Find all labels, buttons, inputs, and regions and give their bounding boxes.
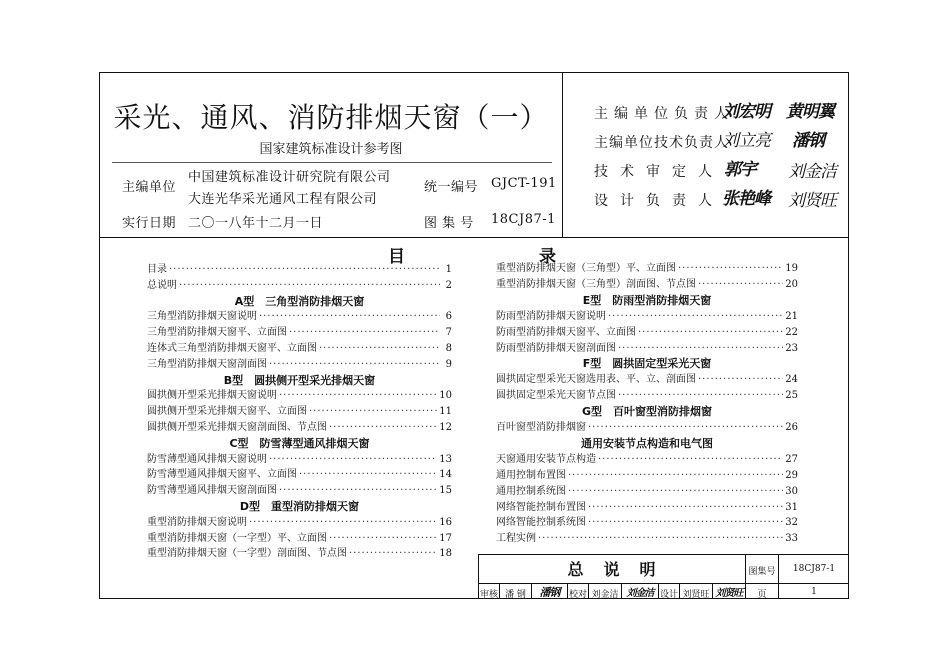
- toc-entry-title: 防雪薄型通风排烟天窗说明: [147, 454, 267, 465]
- toc-entry-title: 目录: [147, 264, 167, 275]
- toc-entry-title: 重型消防排烟天窗（一字型）剖面图、节点图: [147, 548, 347, 559]
- toc-entry[interactable]: [147, 263, 452, 277]
- toc-entry-title: 工程实例: [496, 533, 536, 544]
- toc-entry-title: 三角型消防排烟天窗剖面图: [147, 359, 267, 370]
- toc-entry[interactable]: [147, 421, 452, 435]
- toc-entry-title: 防雨型消防排烟天窗说明: [496, 311, 606, 322]
- toc-entry-page: 14: [439, 469, 452, 480]
- drawing-name: 总 说 明: [567, 560, 658, 579]
- signature-2b: 潘钢: [792, 131, 824, 151]
- toc-entry-page: 10: [439, 390, 452, 401]
- atlas-value: 18CJ87-1: [491, 212, 556, 227]
- toc-entry[interactable]: [496, 532, 798, 546]
- toc-section-heading: 通用安装节点构造和电气图: [581, 437, 713, 450]
- signature-2a: 刘立亮: [722, 131, 770, 151]
- date-value: 二〇一八年十二月一日: [188, 216, 324, 231]
- toc-leader-dots: [279, 389, 437, 403]
- toc-entry-page: 12: [439, 422, 452, 433]
- toc-entry-title: 重型消防排烟天窗（三角型）剖面图、节点图: [496, 279, 696, 290]
- toc-section-heading: B型 圆拱侧开型采光排烟天窗: [223, 374, 376, 387]
- tb-check-signature: 刘金洁: [626, 588, 654, 599]
- title-block-top-rule: [478, 554, 849, 555]
- toc-leader-dots: [279, 484, 437, 498]
- toc-leader-dots: [568, 469, 783, 483]
- toc-entry-title: 连体式三角型消防排烟天窗平、立面图: [147, 343, 317, 354]
- toc-leader-dots: [588, 501, 783, 515]
- atlas-subtitle: 国家建筑标准设计参考图: [259, 142, 403, 157]
- toc-entry[interactable]: [496, 469, 798, 483]
- toc-entry-page: 15: [439, 485, 452, 496]
- role-label-2: 主编单位技术负责人: [594, 135, 729, 151]
- signature-3a: 郭宇: [724, 160, 756, 180]
- tb-review-label: 审核: [479, 590, 498, 600]
- tb-check-name: 刘金洁: [591, 590, 619, 600]
- toc-leader-dots: [568, 485, 783, 499]
- toc-entry-page: 8: [445, 343, 452, 354]
- toc-entry-page: 24: [785, 374, 798, 385]
- editor-unit-2: 大连光华采光通风工程有限公司: [188, 192, 378, 207]
- tb-page-value: 1: [811, 587, 817, 597]
- tb-design-label: 设计: [659, 590, 678, 600]
- toc-entry-page: 27: [785, 454, 798, 465]
- toc-entry[interactable]: [147, 389, 452, 403]
- toc-entry-page: 18: [439, 548, 452, 559]
- date-label: 实行日期: [122, 216, 177, 231]
- toc-entry-title: 防雨型消防排烟天窗剖面图: [496, 343, 616, 354]
- toc-leader-dots: [249, 516, 437, 530]
- toc-leader-dots: [618, 342, 783, 356]
- toc-leader-dots: [598, 453, 783, 467]
- toc-entry-title: 通用控制布置图: [496, 470, 566, 481]
- toc-entry[interactable]: [147, 326, 452, 340]
- toc-entry[interactable]: [147, 405, 452, 419]
- role-label-4: 设计负责人: [594, 193, 724, 209]
- toc-entry-title: 圆拱侧开型采光排烟天窗说明: [147, 390, 277, 401]
- toc-entry[interactable]: [496, 485, 798, 499]
- toc-entry-title: 天窗通用安装节点构造: [496, 454, 596, 465]
- toc-leader-dots: [538, 532, 783, 546]
- toc-entry-title: 圆拱侧开型采光排烟天窗平、立面图: [147, 406, 307, 417]
- tb-design-signature: 刘贤旺: [715, 588, 743, 599]
- toc-entry[interactable]: [147, 453, 452, 467]
- toc-leader-dots: [329, 421, 437, 435]
- toc-entry-title: 三角型消防排烟天窗说明: [147, 311, 257, 322]
- toc-section-heading: C型 防雪薄型通风排烟天窗: [229, 437, 370, 450]
- toc-entry-page: 7: [445, 327, 452, 338]
- subtitle-rule: [112, 162, 552, 163]
- toc-section-heading: D型 重型消防排烟天窗: [239, 500, 360, 513]
- tb-check-label: 校对: [568, 590, 587, 600]
- toc-entry-title: 重型消防排烟天窗说明: [147, 517, 247, 528]
- toc-entry-title: 重型消防排烟天窗（三角型）平、立面图: [496, 263, 676, 274]
- toc-leader-dots: [329, 532, 437, 546]
- toc-entry-page: 13: [439, 454, 452, 465]
- toc-title-a: 目: [388, 247, 410, 267]
- toc-entry[interactable]: [147, 532, 452, 546]
- toc-entry-page: 21: [785, 311, 798, 322]
- toc-leader-dots: [169, 263, 440, 277]
- toc-section-heading: F型 圆拱固定型采光天窗: [582, 357, 712, 370]
- toc-leader-dots: [588, 516, 783, 530]
- toc-title-b: 录: [538, 247, 560, 267]
- toc-entry-page: 20: [785, 279, 798, 290]
- toc-entry[interactable]: [147, 279, 452, 293]
- toc-entry-page: 31: [785, 502, 798, 513]
- tb-page-label: 页: [757, 590, 767, 600]
- tb-design-name: 刘贤旺: [682, 590, 710, 600]
- atlas-title: 采光、通风、消防排烟天窗（一）: [113, 101, 549, 134]
- toc-entry[interactable]: [496, 421, 798, 435]
- toc-leader-dots: [678, 262, 783, 276]
- role-label-1: 主编单位负责人: [594, 106, 734, 122]
- tb-review-name: 潘 钢: [505, 590, 526, 600]
- toc-leader-dots: [289, 326, 440, 340]
- signature-1b: 黄明翼: [786, 102, 834, 122]
- toc-entry[interactable]: [147, 516, 452, 530]
- role-label-3: 技术审定人: [594, 164, 724, 180]
- signature-4a: 张艳峰: [722, 189, 770, 209]
- signature-1a: 刘宏明: [722, 102, 770, 122]
- toc-entry-page: 16: [439, 517, 452, 528]
- toc-leader-dots: [319, 342, 440, 356]
- toc-leader-dots: [608, 310, 783, 324]
- toc-entry-title: 圆拱固定型采光天窗节点图: [496, 390, 616, 401]
- toc-entry-title: 防雪薄型通风排烟天窗平、立面图: [147, 469, 297, 480]
- toc-entry-title: 总说明: [147, 280, 177, 291]
- atlas-label: 图 集 号: [424, 216, 474, 231]
- number-value: GJCT-191: [491, 176, 557, 191]
- toc-leader-dots: [588, 421, 783, 435]
- toc-leader-dots: [299, 468, 437, 482]
- toc-entry[interactable]: [147, 547, 452, 561]
- toc-entry-title: 通用控制系统图: [496, 486, 566, 497]
- toc-entry-page: 17: [439, 533, 452, 544]
- toc-leader-dots: [179, 279, 440, 293]
- toc-leader-dots: [698, 373, 783, 387]
- toc-entry[interactable]: [496, 516, 798, 530]
- editor-label: 主编单位: [122, 180, 177, 195]
- toc-entry-title: 百叶窗型消防排烟窗: [496, 422, 586, 433]
- toc-entry-page: 32: [785, 517, 798, 528]
- toc-entry[interactable]: [147, 358, 452, 372]
- toc-entry-title: 圆拱侧开型采光排烟天窗剖面图、节点图: [147, 422, 327, 433]
- tb-atlas-value: 18CJ87-1: [792, 564, 836, 574]
- signature-3b: 刘金洁: [788, 162, 836, 182]
- toc-entry-page: 19: [785, 263, 798, 274]
- toc-entry[interactable]: [147, 484, 452, 498]
- header-bottom-rule: [100, 237, 848, 238]
- toc-entry[interactable]: [496, 342, 798, 356]
- toc-leader-dots: [309, 405, 437, 419]
- number-label: 统一编号: [424, 180, 479, 195]
- toc-entry[interactable]: [147, 310, 452, 324]
- toc-entry-page: 29: [785, 470, 798, 481]
- toc-entry[interactable]: [496, 310, 798, 324]
- toc-section-heading: E型 防雨型消防排烟天窗: [582, 294, 712, 307]
- tb-atlas-label: 图集号: [748, 567, 776, 577]
- toc-leader-dots: [618, 389, 783, 403]
- toc-leader-dots: [259, 310, 440, 324]
- toc-section-heading: A型 三角型消防排烟天窗: [234, 295, 365, 308]
- toc-entry[interactable]: [496, 326, 798, 340]
- toc-entry-title: 网络智能控制布置图: [496, 502, 586, 513]
- toc-entry-title: 网络智能控制系统图: [496, 517, 586, 528]
- editor-unit-1: 中国建筑标准设计研究院有限公司: [188, 170, 391, 185]
- signature-4b: 刘贤旺: [788, 191, 836, 211]
- toc-entry-page: 25: [785, 390, 798, 401]
- toc-entry-title: 防雨型消防排烟天窗平、立面图: [496, 327, 636, 338]
- toc-leader-dots: [269, 453, 437, 467]
- toc-entry-page: 30: [785, 486, 798, 497]
- toc-entry-page: 6: [445, 311, 452, 322]
- toc-entry-title: 重型消防排烟天窗（一字型）平、立面图: [147, 533, 327, 544]
- toc-entry[interactable]: [147, 342, 452, 356]
- toc-entry-page: 23: [785, 343, 798, 354]
- toc-entry[interactable]: [496, 373, 798, 387]
- toc-entry-page: 33: [785, 533, 798, 544]
- toc-entry-page: 22: [785, 327, 798, 338]
- toc-entry[interactable]: [496, 389, 798, 403]
- toc-entry-page: 1: [445, 264, 452, 275]
- toc-entry[interactable]: [147, 468, 452, 482]
- toc-leader-dots: [638, 326, 783, 340]
- toc-entry[interactable]: [496, 262, 798, 276]
- toc-entry-title: 三角型消防排烟天窗平、立面图: [147, 327, 287, 338]
- toc-entry[interactable]: [496, 501, 798, 515]
- toc-entry-title: 防雪薄型通风排烟天窗剖面图: [147, 485, 277, 496]
- toc-entry-page: 2: [445, 280, 452, 291]
- toc-entry-page: 11: [439, 406, 452, 417]
- tb-review-signature: 潘钢: [539, 586, 560, 599]
- toc-section-heading: G型 百叶窗型消防排烟窗: [581, 405, 713, 418]
- toc-entry-title: 圆拱固定型采光天窗选用表、平、立、剖面图: [496, 374, 696, 385]
- toc-entry[interactable]: [496, 453, 798, 467]
- header-divider: [562, 73, 563, 237]
- toc-leader-dots: [349, 547, 437, 561]
- toc-entry-page: 26: [785, 422, 798, 433]
- toc-entry[interactable]: [496, 278, 798, 292]
- toc-leader-dots: [269, 358, 440, 372]
- toc-entry-page: 9: [445, 359, 452, 370]
- toc-leader-dots: [698, 278, 783, 292]
